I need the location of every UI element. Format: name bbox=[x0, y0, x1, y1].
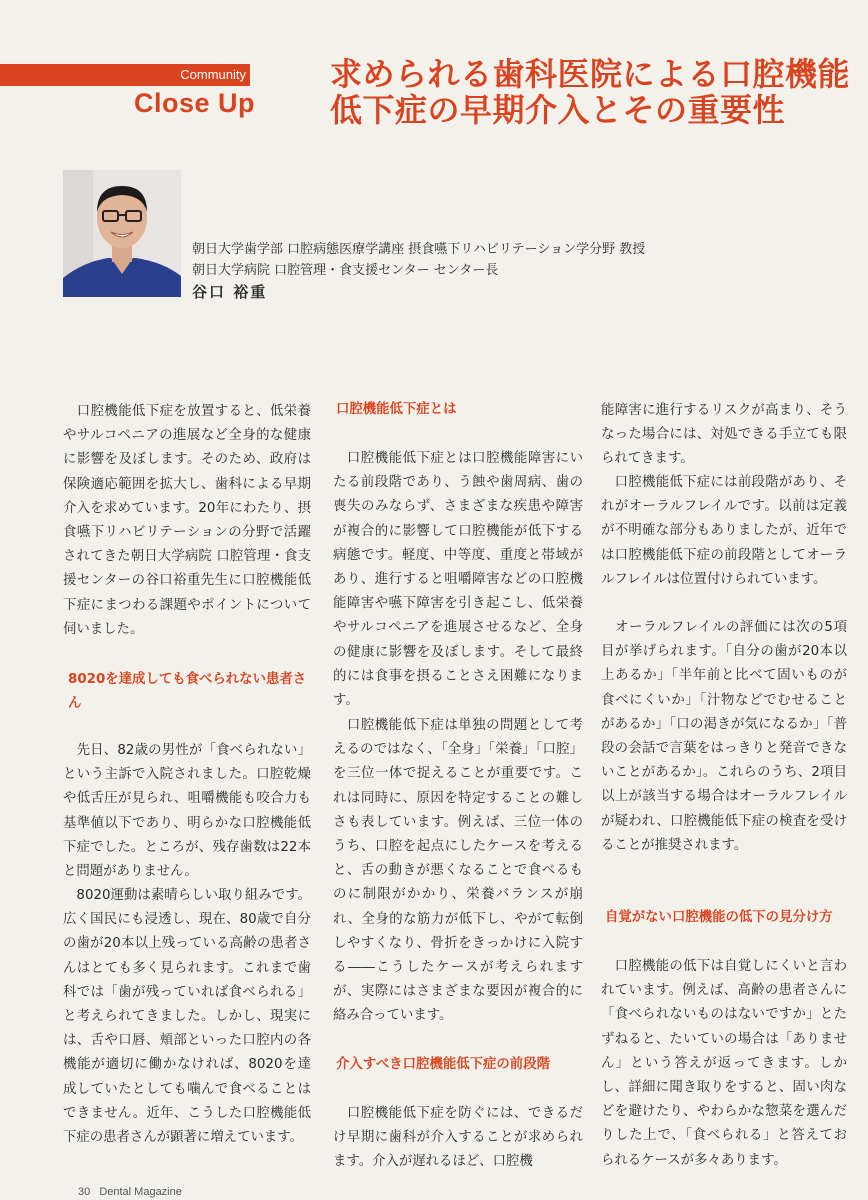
article-title: 求められる歯科医院による口腔機能低下症の早期介入とその重要性 bbox=[330, 55, 851, 129]
body-paragraph: 口腔機能の低下は自覚しにくいと言われています。例えば、高齢の患者さんに「食べられないものはないですか」とたずねると、たいていの場合は「ありません」という答えが返ってきます。しかし、詳細に聞き取りをすると、固い肉などを避けたり、やわらかな惣菜を選んだりした上で、「食べられる」と答えておられるケースが多々あります。 bbox=[601, 959, 847, 1168]
portrait-photo bbox=[63, 170, 181, 297]
body-paragraph: 口腔機能低下症は単独の問題として考えるのではなく、「全身」「栄養」「口腔」を三位一体で捉えることが重要です。これは同時に、原因を特定することの難しさも表しています。例えば、三位一体のうち、口腔を起点にしたケースを考えると、舌の動きが悪くなることで食べるものに制限がかかり、栄養バランスが崩れ、全身的な筋力が低下し、やがて転倒しやすくなり、骨折をきっかけに入院する――こうしたケースが考えられますが、実際にはさまざまな要因が複合的に絡み合っています。 bbox=[333, 718, 583, 1024]
body-paragraph: 口腔機能低下症には前段階があり、それがオーラルフレイルです。以前は定義が不明確な部分もありましたが、近年では口腔機能低下症の前段階としてオーラルフレイルは位置付けられています。 bbox=[601, 475, 847, 587]
section-heading-intervention: 介入すべき口腔機能低下症の前段階 bbox=[336, 1057, 550, 1072]
author-affiliation-2: 朝日大学病院 口腔管理・食支援センター センター長 bbox=[192, 263, 499, 278]
magazine-name: Dental Magazine bbox=[99, 1186, 182, 1198]
intro-paragraph: 口腔機能低下症を放置すると、低栄養やサルコペニアの進展など全身的な健康に影響を及ぼします。そのため、政府は保険適応範囲を拡大し、歯科による早期介入を求めています。20年にわたり、摂食嚥下リハビリテーションの分野で活躍されてきた朝日大学病院 口腔管理・食支援センターの谷口裕重先生に口腔機能低下症にまつわる課題やポイントについて伺いました。 bbox=[63, 404, 311, 637]
body-paragraph: オーラルフレイルの評価には次の5項目が挙げられます。「自分の歯が20本以上あるか」「半年前と比べて固いものが食べにくいか」「汁物などでむせることがあるか」「口の渇きが気になるか」「普段の会話で言葉をはっきりと発音できないことがあるか」。これらのうち、2項目以上が該当する場合はオーラルフレイルが疑われ、口腔機能低下症の検査を受けることが推奨されます。 bbox=[601, 620, 847, 853]
category-label: Community bbox=[180, 67, 246, 82]
section-heading-definition: 口腔機能低下症とは bbox=[336, 402, 457, 417]
page-footer bbox=[78, 1186, 182, 1198]
body-paragraph: 口腔機能低下症を防ぐには、できるだけ早期に歯科が介入することが求められます。介入が遅れるほど、口腔機 bbox=[333, 1106, 583, 1170]
section-label: Close Up bbox=[133, 88, 255, 118]
body-paragraph: 口腔機能低下症とは口腔機能障害にいたる前段階であり、う蝕や歯周病、歯の喪失のみならず、さまざまな疾患や障害が複合的に影響して口腔機能が低下する病態です。軽度、中等度、重度と帯域があり、進行すると咀嚼障害などの口腔機能障害や嚥下障害を引き起こし、低栄養やサルコペニアを進展させるなど、全身の健康に影響を及ぼします。そして最終的には食事を摂ることさえ困難になります。 bbox=[333, 451, 583, 709]
author-name: 谷口 裕重 bbox=[192, 283, 268, 301]
author-portrait bbox=[63, 170, 181, 297]
section-heading-awareness: 自覚がない口腔機能の低下の見分け方 bbox=[605, 910, 833, 925]
section-heading-8020: 8020を達成しても食べられない患者さん bbox=[68, 672, 307, 711]
body-paragraph: 能障害に進行するリスクが高まり、そうなった場合には、対処できる手立ても限られてきます。 bbox=[601, 403, 847, 467]
author-affiliation-1: 朝日大学歯学部 口腔病態医療学講座 摂食嚥下リハビリテーション学分野 教授 bbox=[192, 242, 646, 257]
body-paragraph: 8020運動は素晴らしい取り組みです。広く国民にも浸透し、現在、80歳で自分の歯が20本以上残っている高齢の患者さんはとても多く見られます。これまで歯科では「歯が残っていれば食べられる」と考えられてきました。しかし、現実には、舌や口唇、頬部といった口腔内の各機能が適切に働かなければ、8020を達成していたとしても噛んで食べることはできません。近年、こうした口腔機能低下症の患者さんが顕著に増えています。 bbox=[63, 888, 311, 1146]
body-paragraph: 先日、82歳の男性が「食べられない」という主訴で入院されました。口腔乾燥や低舌圧が見られ、咀嚼機能も咬合力も基準値以下であり、明らかな口腔機能低下症でした。ところが、残存歯数は22本と問題がありません。 bbox=[63, 743, 311, 880]
page-number: 30 bbox=[78, 1186, 91, 1198]
